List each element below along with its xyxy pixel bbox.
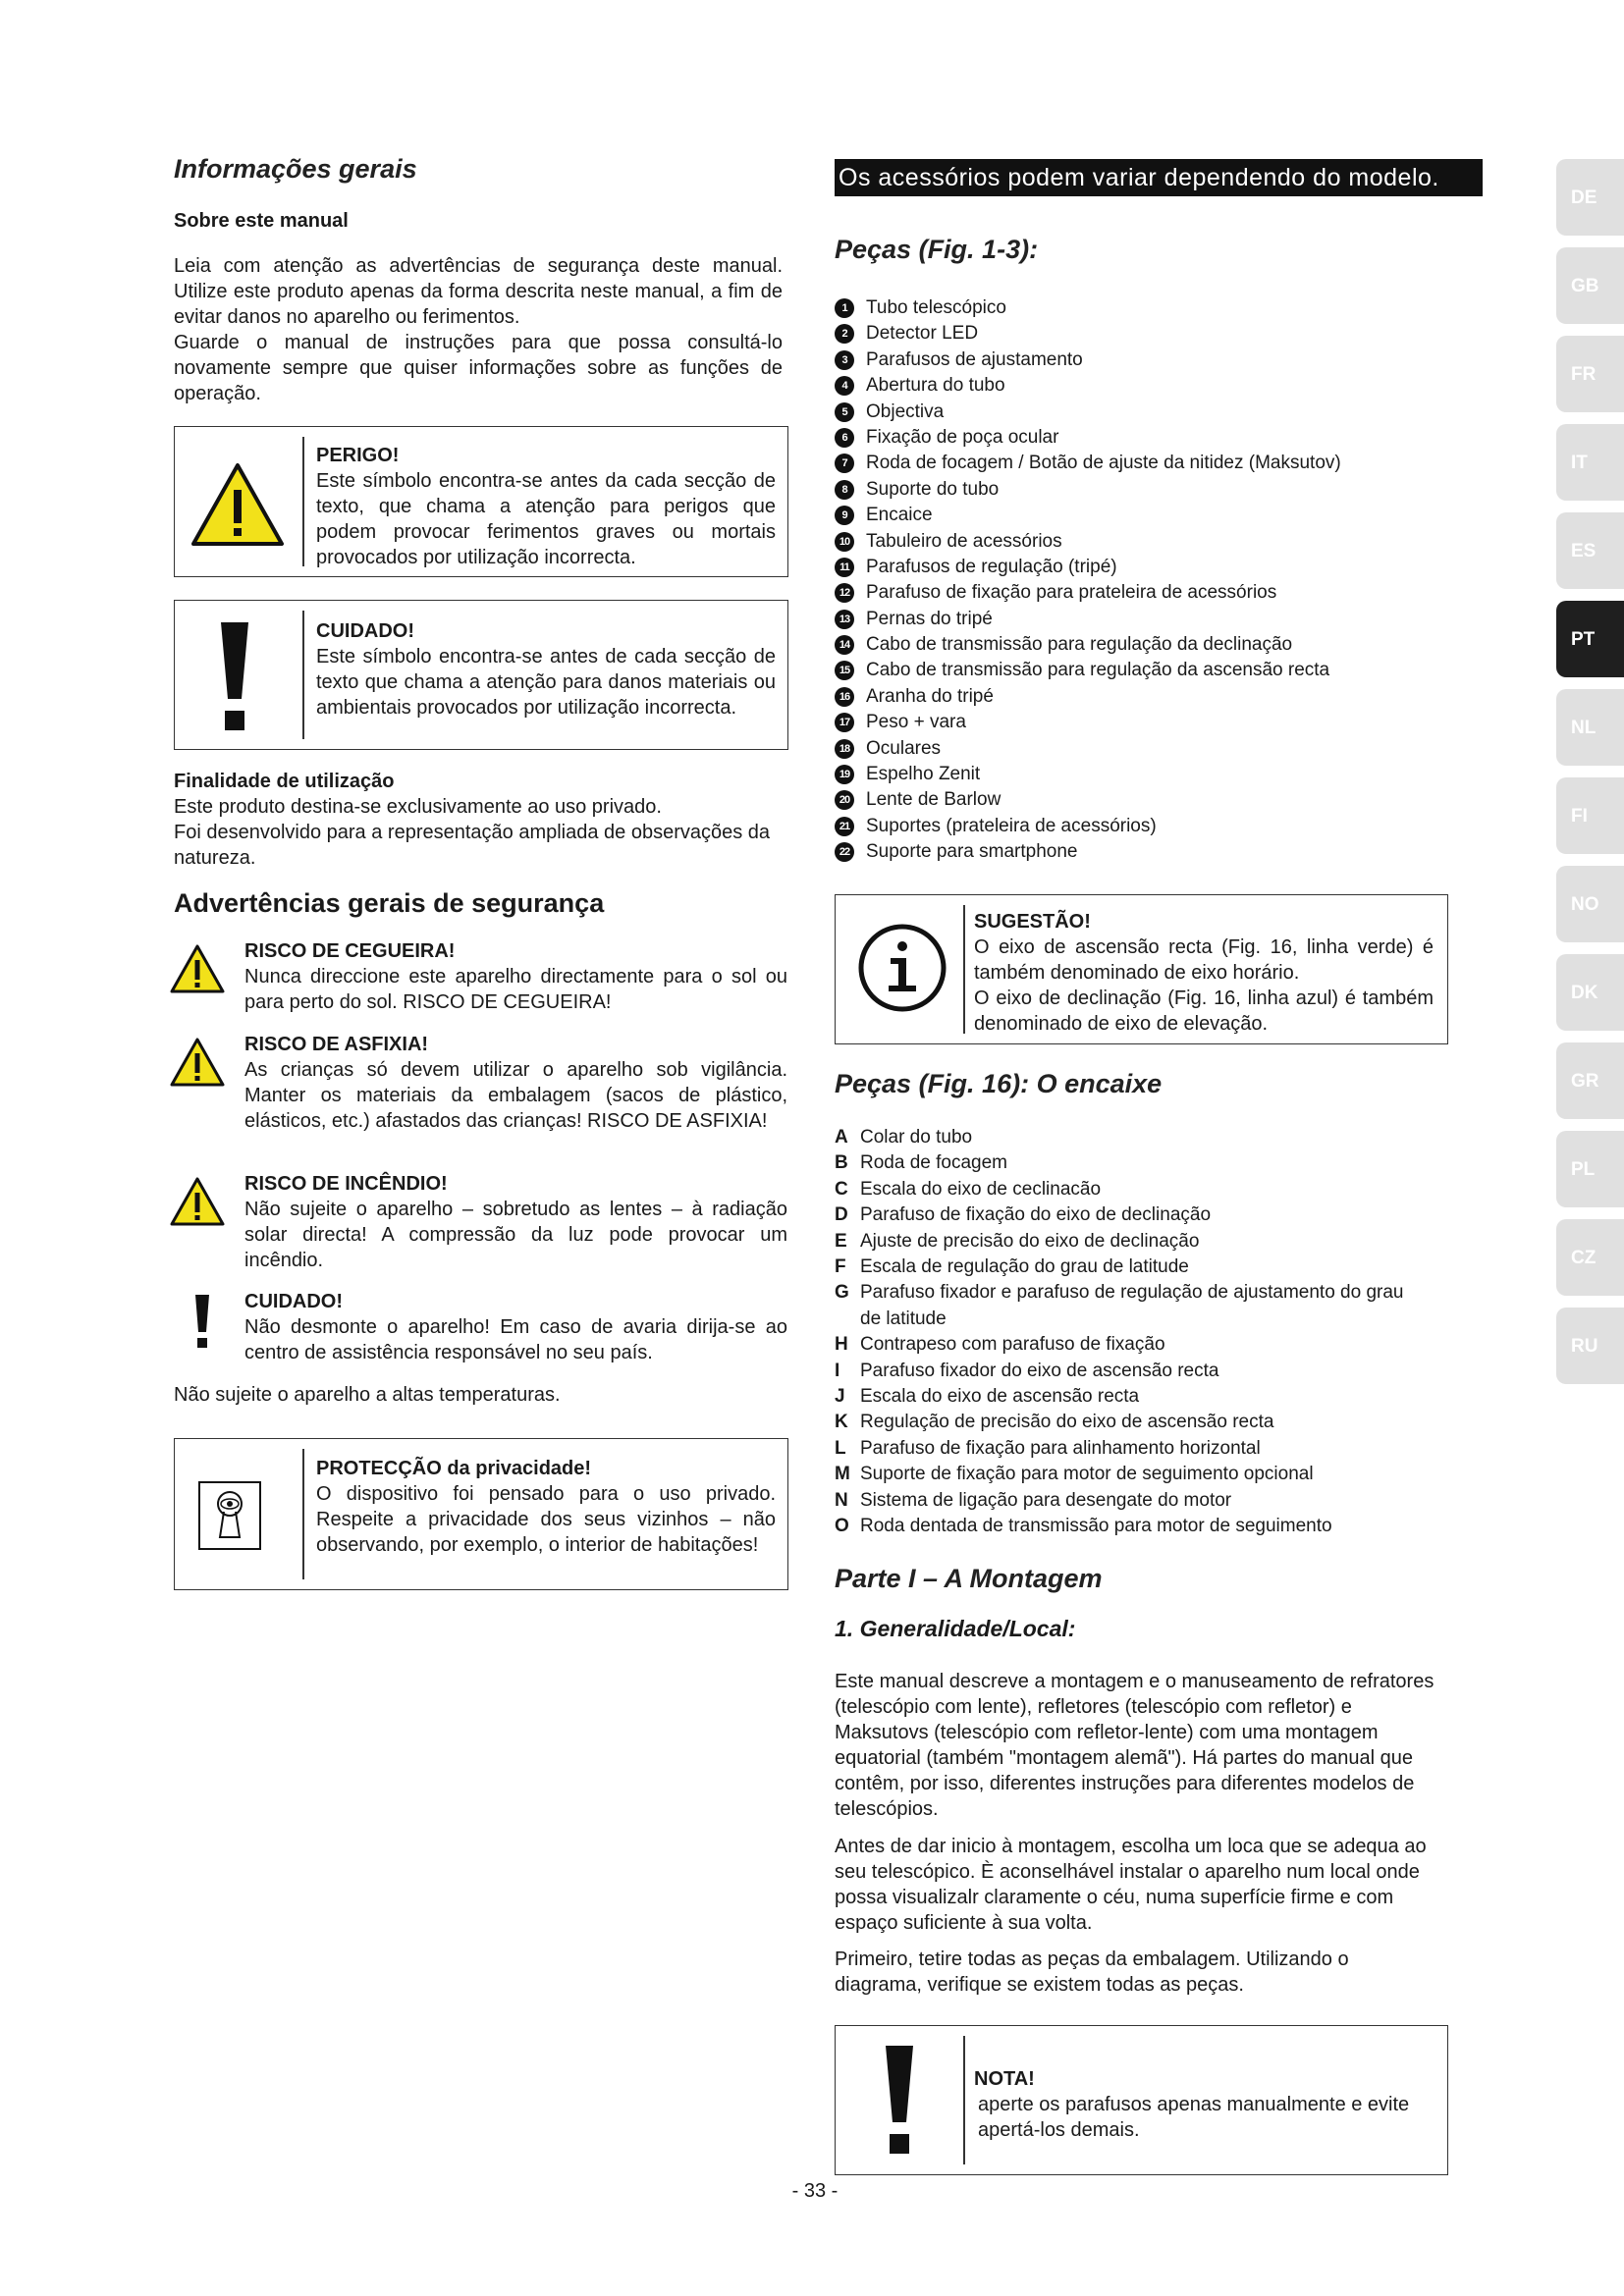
mount-part-label: Parafuso de fixação para alinhamento horizontal: [860, 1437, 1261, 1459]
part-label: Tubo telescópico: [866, 297, 1006, 318]
part-label: Parafusos de regulação (tripé): [866, 556, 1117, 577]
caution-text: Este símbolo encontra-se antes de cada secção de texto que chama a atenção para danos materiais ou ambientais provocados por utilização incorrecta.: [316, 646, 776, 719]
purpose-heading: Finalidade de utilização: [174, 771, 395, 792]
tab-language-ru[interactable]: [1556, 1308, 1624, 1384]
tab-language-de[interactable]: [1556, 159, 1624, 236]
part-number: 21: [835, 817, 854, 836]
list-item: [835, 607, 1483, 632]
tab-language-nl[interactable]: [1556, 689, 1624, 766]
tab-language-fi[interactable]: [1556, 777, 1624, 854]
parts-list: [835, 295, 1483, 866]
exclamation-icon: [195, 1295, 209, 1348]
tab-label: NO: [1571, 894, 1599, 915]
mount-part-label: Contrapeso com parafuso de fixação: [860, 1334, 1165, 1356]
mount-part-label: Regulação de precisão do eixo de ascensão recta: [860, 1412, 1274, 1433]
warning-caution-disassembly: [174, 1289, 787, 1363]
assembly-paragraph-1: Este manual descreve a montagem e o manuseamento de refratores (telescópio com lente), refletores (telescópio com refletor) e Maksutovs (telescópio com refletor-lente) com uma montagem equatorial (também "montagem alemã"). Há partes do manual que contêm, por isso, diferentes instruções para diferentes modelos de telescópios.: [835, 1671, 1435, 1820]
danger-text: Este símbolo encontra-se antes da cada secção de texto, que chama a atenção para perigos que podem provocar ferimentos graves ou mortais provocados por utilização incorrecta.: [316, 470, 776, 568]
list-item: [835, 1202, 1448, 1228]
mount-parts-list: [835, 1125, 1448, 1540]
privacy-title: PROTECÇÃO da privacidade!: [316, 1458, 592, 1479]
mount-part-key: B: [835, 1152, 848, 1174]
generality-location-heading: 1. Generalidade/Local:: [835, 1616, 1076, 1641]
tab-language-gr[interactable]: [1556, 1042, 1624, 1119]
warning-caution-text: Não desmonte o aparelho! Em caso de avaria dirija-se ao centro de assistência responsável no seu país.: [244, 1316, 787, 1363]
list-item: [835, 295, 1483, 321]
tab-label: GR: [1571, 1071, 1599, 1092]
list-item: [835, 736, 1483, 762]
warning-triangle-icon: [170, 1038, 225, 1087]
list-item: [835, 1332, 1448, 1358]
tab-label: DE: [1571, 187, 1597, 208]
mount-part-key: I: [835, 1360, 840, 1381]
part-number: 6: [835, 428, 854, 448]
part-number: 11: [835, 558, 854, 577]
part-number: 17: [835, 713, 854, 732]
part-number: 1: [835, 298, 854, 318]
list-item: [835, 1488, 1448, 1514]
list-item: [835, 1359, 1448, 1384]
part-label: Encaice: [866, 505, 933, 526]
caution-notice-box: [174, 600, 788, 750]
tab-label: RU: [1571, 1336, 1598, 1357]
mount-part-label: Sistema de ligação para desengate do motor: [860, 1489, 1232, 1511]
list-item: [835, 1125, 1448, 1150]
assembly-paragraph-3: Primeiro, tetire todas as peças da embalagem. Utilizando o diagrama, verifique se existem todas as peças.: [835, 1949, 1349, 1996]
list-item: [835, 580, 1483, 606]
tab-label: PL: [1571, 1159, 1596, 1180]
tab-language-es[interactable]: [1556, 512, 1624, 589]
part-number: 3: [835, 350, 854, 370]
part-number: 7: [835, 454, 854, 473]
assembly-paragraph-2: Antes de dar inicio à montagem, escolha um loca que se adequa ao seu telescópico. È aconselhável instalar o aparelho num local onde possa visualizalr claramente o céu, numa superfície firme e com espaço suficiente à sua volta.: [835, 1836, 1427, 1934]
tab-language-pt[interactable]: [1556, 601, 1624, 677]
part-number: 19: [835, 765, 854, 784]
part-number: 10: [835, 532, 854, 552]
tab-label: CZ: [1571, 1248, 1597, 1268]
mount-part-key: F: [835, 1256, 846, 1278]
danger-title: PERIGO!: [316, 445, 400, 466]
part-number: 9: [835, 506, 854, 525]
keyhole-privacy-icon: [197, 1480, 262, 1551]
part1-assembly-title: Parte I – A Montagem: [835, 1564, 1103, 1593]
part-label: Lente de Barlow: [866, 789, 1001, 811]
mount-part-key: C: [835, 1178, 848, 1200]
mount-part-label: Roda de focagem: [860, 1152, 1007, 1174]
part-label: Fixação de poça ocular: [866, 426, 1059, 448]
list-item: [835, 321, 1483, 347]
part-number: 18: [835, 739, 854, 759]
tab-label: FI: [1571, 806, 1588, 827]
mount-parts-title: Peças (Fig. 16): O encaixe: [835, 1069, 1163, 1098]
list-item: [835, 787, 1483, 813]
warning-fire-title: RISCO DE INCÊNDIO!: [244, 1173, 448, 1195]
tab-label: GB: [1571, 276, 1599, 296]
tab-language-no[interactable]: [1556, 866, 1624, 942]
list-item: [835, 529, 1483, 555]
list-item: [835, 373, 1483, 399]
list-item: [835, 658, 1483, 683]
part-number: 14: [835, 635, 854, 655]
list-item: [835, 400, 1483, 425]
about-manual-heading: Sobre este manual: [174, 210, 349, 232]
warning-suffocation: [174, 1032, 787, 1149]
part-label: Suporte do tubo: [866, 478, 1000, 500]
tab-language-fr[interactable]: [1556, 336, 1624, 412]
tab-label: NL: [1571, 718, 1597, 738]
exclamation-icon: [220, 622, 249, 730]
tip-text-line-2: O eixo de declinação (Fig. 16, linha azul) é também denominado de eixo de elevação.: [974, 988, 1434, 1035]
mount-part-key: D: [835, 1204, 848, 1226]
list-item: [835, 814, 1483, 839]
part-number: 4: [835, 376, 854, 396]
tab-language-pl[interactable]: [1556, 1131, 1624, 1207]
part-label: Parafusos de ajustamento: [866, 348, 1083, 370]
part-number: 22: [835, 842, 854, 862]
tip-text-line-1: O eixo de ascensão recta (Fig. 16, linha verde) é também denominado de eixo horário.: [974, 936, 1434, 984]
mount-part-key: E: [835, 1230, 847, 1252]
list-item: [835, 1514, 1448, 1539]
part-number: 2: [835, 324, 854, 344]
list-item: [835, 1255, 1448, 1280]
list-item: [835, 710, 1483, 735]
part-number: 13: [835, 610, 854, 629]
part-label: Aranha do tripé: [866, 685, 994, 707]
list-item: [835, 684, 1483, 710]
mount-part-label: Colar do tubo: [860, 1127, 973, 1148]
part-label: Parafuso de fixação para prateleira de acessórios: [866, 582, 1277, 604]
caution-title: CUIDADO!: [316, 620, 414, 642]
language-tabs: [1556, 159, 1624, 1396]
warning-suffocation-title: RISCO DE ASFIXIA!: [244, 1034, 429, 1055]
accessories-vary-banner: Os acessórios podem variar dependendo do modelo.: [835, 159, 1483, 196]
list-item: [835, 451, 1483, 476]
mount-part-label: Ajuste de precisão do eixo de declinação: [860, 1230, 1200, 1252]
warning-blindness-title: RISCO DE CEGUEIRA!: [244, 940, 456, 962]
mount-part-key: J: [835, 1386, 845, 1408]
tab-language-dk[interactable]: [1556, 954, 1624, 1031]
info-icon: [857, 923, 947, 1013]
tab-label: FR: [1571, 364, 1597, 385]
part-number: 16: [835, 687, 854, 707]
tip-notice-box: [835, 894, 1448, 1044]
part-label: Objectiva: [866, 400, 945, 422]
note-title: NOTA!: [974, 2068, 1035, 2090]
warning-triangle-icon: [190, 462, 285, 547]
tab-label: ES: [1571, 541, 1597, 561]
mount-part-label: Suporte de fixação para motor de seguimento opcional: [860, 1464, 1314, 1485]
warning-fire-text: Não sujeite o aparelho – sobretudo as lentes – à radiação solar directa! A compressão da luz pode provocar um incêndio.: [244, 1199, 787, 1271]
part-label: Peso + vara: [866, 712, 966, 733]
part-label: Cabo de transmissão para regulação da declinação: [866, 634, 1293, 656]
section-title-general-info: Informações gerais: [174, 154, 417, 184]
list-item: [835, 1177, 1448, 1202]
part-label: Suportes (prateleira de acessórios): [866, 815, 1157, 836]
mount-part-key: A: [835, 1127, 848, 1148]
warning-blindness: [174, 938, 787, 1013]
list-item: [835, 1410, 1448, 1435]
parts-section-title: Peças (Fig. 1-3):: [835, 235, 1039, 264]
mount-part-key: K: [835, 1412, 848, 1433]
part-number: 20: [835, 790, 854, 810]
privacy-notice-box: [174, 1438, 788, 1590]
warning-blindness-text: Nunca direccione este aparelho directamente para o sol ou para perto do sol. RISCO DE CEGUEIRA!: [244, 966, 787, 1013]
part-label: Suporte para smartphone: [866, 841, 1078, 863]
about-manual-paragraph-1: Leia com atenção as advertências de segurança deste manual. Utilize este produto apenas da forma descrita neste manual, a fim de evitar danos no aparelho ou ferimentos.: [174, 255, 783, 328]
note-notice-box: [835, 2025, 1448, 2175]
list-item: [835, 503, 1483, 528]
mount-part-label: Escala do eixo de ascensão recta: [860, 1386, 1140, 1408]
warning-caution-title: CUIDADO!: [244, 1291, 343, 1312]
tab-label: DK: [1571, 983, 1598, 1003]
exclamation-icon: [885, 2046, 914, 2154]
mount-part-key: G: [835, 1282, 849, 1304]
about-manual-paragraph-2: Guarde o manual de instruções para que possa consultá-lo novamente sempre que quiser informações sobre as funções de operação.: [174, 332, 783, 404]
warning-fire: [174, 1171, 787, 1271]
warning-suffocation-text: As crianças só devem utilizar o aparelho sob vigilância. Manter os materiais da embalagem (sacos de plástico, elásticos, etc.) afastados das crianças! RISCO DE ASFIXIA!: [244, 1059, 787, 1132]
tip-title: SUGESTÃO!: [974, 911, 1091, 933]
temperature-note: Não sujeite o aparelho a altas temperaturas.: [174, 1384, 561, 1406]
mount-part-label: Roda dentada de transmissão para motor de seguimento: [860, 1516, 1332, 1537]
mount-part-label: Parafuso fixador e parafuso de regulação de ajustamento do grau de latitude: [860, 1282, 1404, 1329]
privacy-text: O dispositivo foi pensado para o uso privado. Respeite a privacidade dos seus vizinhos – não observando, por exemplo, o interior de habitações!: [316, 1483, 776, 1556]
part-number: 5: [835, 402, 854, 422]
list-item: [835, 1229, 1448, 1255]
note-text: aperte os parafusos apenas manualmente e evite apertá-los demais.: [978, 2094, 1410, 2141]
tab-label: PT: [1571, 629, 1596, 650]
purpose-line-1: Este produto destina-se exclusivamente ao uso privado.: [174, 796, 662, 818]
list-item: [835, 1462, 1448, 1487]
list-item: [835, 555, 1483, 580]
list-item: [835, 1436, 1448, 1462]
part-label: Tabuleiro de acessórios: [866, 530, 1062, 552]
tab-language-it[interactable]: [1556, 424, 1624, 501]
part-label: Detector LED: [866, 323, 979, 345]
part-label: Espelho Zenit: [866, 764, 981, 785]
tab-language-cz[interactable]: [1556, 1219, 1624, 1296]
part-number: 15: [835, 661, 854, 680]
list-item: [835, 347, 1483, 373]
part-label: Abertura do tubo: [866, 375, 1005, 397]
list-item: [835, 477, 1483, 503]
list-item: [835, 762, 1483, 787]
part-number: 12: [835, 583, 854, 603]
mount-part-key: M: [835, 1464, 850, 1485]
mount-part-key: N: [835, 1489, 848, 1511]
mount-part-key: H: [835, 1334, 848, 1356]
list-item: [835, 1384, 1448, 1410]
mount-part-key: O: [835, 1516, 849, 1537]
part-label: Oculares: [866, 737, 942, 759]
part-number: 8: [835, 480, 854, 500]
part-label: Pernas do tripé: [866, 608, 993, 629]
list-item: [835, 1150, 1448, 1176]
list-item: [835, 425, 1483, 451]
mount-part-key: L: [835, 1437, 846, 1459]
mount-part-label: Parafuso fixador do eixo de ascensão recta: [860, 1360, 1219, 1381]
part-label: Cabo de transmissão para regulação da ascensão recta: [866, 660, 1330, 681]
purpose-line-2: Foi desenvolvido para a representação ampliada de observações da natureza.: [174, 822, 771, 869]
list-item: [835, 1280, 1448, 1332]
list-item: [835, 632, 1483, 658]
warning-triangle-icon: [170, 1177, 225, 1226]
page-number: - 33 -: [791, 2180, 839, 2202]
safety-section-title: Advertências gerais de segurança: [174, 888, 605, 918]
tab-label: IT: [1571, 453, 1588, 473]
mount-part-label: Escala do eixo de ceclinacão: [860, 1178, 1102, 1200]
part-label: Roda de focagem / Botão de ajuste da nitidez (Maksutov): [866, 453, 1341, 474]
mount-part-label: Parafuso de fixação do eixo de declinação: [860, 1204, 1212, 1226]
danger-notice-box: [174, 426, 788, 577]
warning-triangle-icon: [170, 944, 225, 993]
list-item: [835, 839, 1483, 865]
mount-part-label: Escala de regulação do grau de latitude: [860, 1256, 1189, 1278]
tab-language-gb[interactable]: [1556, 247, 1624, 324]
